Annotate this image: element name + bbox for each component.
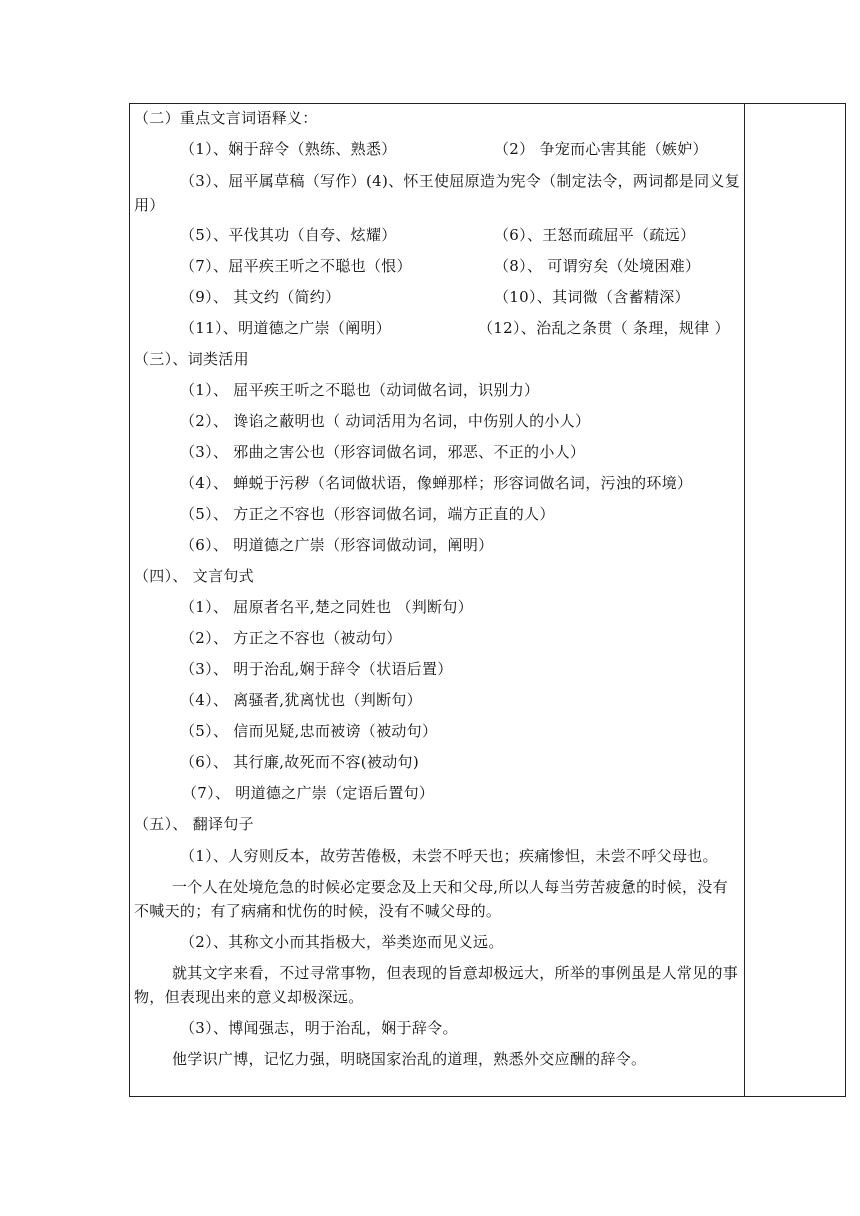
list-item: （3）、 邪曲之害公也（形容词做名词，邪恶、不正的小人） <box>180 443 586 461</box>
list-item: （1）、 屈原者名平,楚之同姓也 （判断句） <box>180 598 473 616</box>
list-item: （3）、 明于治乱,娴于辞令（状语后置） <box>180 660 453 678</box>
list-item: （5）、平伐其功（自夸、炫耀） （6）、王怒而疏屈平（疏远） <box>180 226 696 244</box>
list-item: （7）、 明道德之广崇（定语后置句） <box>182 784 435 802</box>
paragraph: 一个人在处境危急的时候必定要念及上天和父母,所以人每当劳苦疲惫的时候，没有不喊天的；有了病痛和忧伤的时候，没有不喊父母的。 <box>134 878 728 920</box>
list-item: （6）、 其行廉,故死而不容(被动句) <box>180 753 419 771</box>
column-divider <box>744 103 745 1097</box>
list-item: （2）、 谗谄之蔽明也（ 动词活用为名词，中伤别人的小人） <box>180 412 591 430</box>
paragraph: 就其文字来看，不过寻常事物，但表现的旨意却极远大，所举的事例虽是人常见的事物，但表现出来的意义却极深远。 <box>134 964 739 1006</box>
list-item: （2）、 方正之不容也（被动句） <box>180 629 402 647</box>
lesson-content <box>134 103 740 1074</box>
list-item: （7）、屈平疾王听之不聪也（恨） （8）、 可谓穷矣（处境困难） <box>180 257 701 275</box>
paragraph: （2）、其称文小而其指极大，举类迩而见义远。 <box>180 933 504 951</box>
list-item: （5）、 方正之不容也（形容词做名词，端方正直的人） <box>180 505 555 523</box>
list-item: （3）、屈平属草稿（写作）(4)、怀王使屈原造为宪令（制定法令，两词都是同义复用） <box>134 172 740 214</box>
list-item: （4）、 蝉蜕于污秽（名词做状语，像蝉那样；形容词做名词，污浊的环境） <box>180 474 693 492</box>
section-heading: （二）重点文言词语释义： <box>134 109 318 127</box>
section-heading: （四）、 文言句式 <box>134 567 254 585</box>
list-item: （5）、 信而见疑,忠而被谤（被动句） <box>180 722 438 740</box>
paragraph: 他学识广博，记忆力强，明晓国家治乱的道理，熟悉外交应酬的辞令。 <box>172 1050 647 1068</box>
list-item: （1）、娴于辞令（熟练、熟悉） （2） 争宠而心害其能（嫉妒） <box>180 140 708 158</box>
list-item: （4）、 离骚者,犹离忧也（判断句） <box>180 691 422 709</box>
list-item: （11）、明道德之广崇（阐明） （12）、治乱之条贯（ 条理，规律 ） <box>180 319 730 337</box>
paragraph: （1）、人穷则反本，故劳苦倦极，未尝不呼天也；疾痛惨怛，未尝不呼父母也。 <box>180 847 718 865</box>
list-item: （1）、 屈平疾王听之不聪也（动词做名词，识别力） <box>180 381 540 399</box>
section-heading: （三）、词类活用 <box>134 350 249 368</box>
paragraph: （3）、博闻强志，明于治乱，娴于辞令。 <box>180 1019 458 1037</box>
list-item: （9）、 其文约（简约） （10）、其词微（含蓄精深） <box>180 288 690 306</box>
section-heading: （五）、 翻译句子 <box>134 815 254 833</box>
list-item: （6）、 明道德之广崇（形容词做动词，阐明） <box>180 536 494 554</box>
